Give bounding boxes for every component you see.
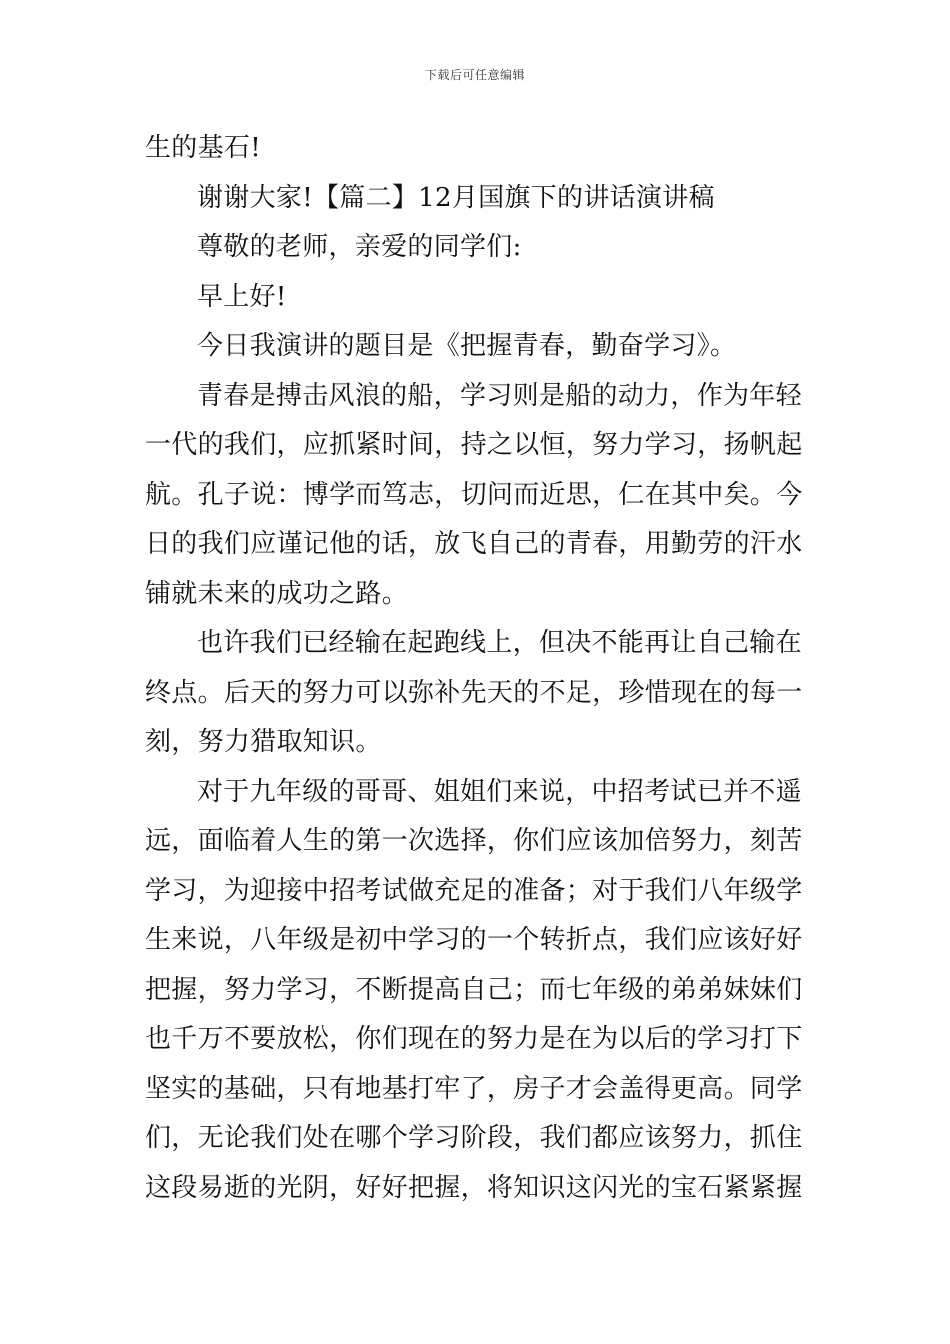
text-line: 日的我们应谨记他的话，放飞自己的青春，用勤劳的汗水 <box>145 529 803 559</box>
page-header: 下载后可任意编辑 <box>424 68 525 82</box>
text-line: 坚实的基础，只有地基打牢了，房子才会盖得更高。同学 <box>145 1073 803 1104</box>
text-line: 也许我们已经输在起跑线上，但决不能再让自己输在 <box>197 628 802 658</box>
text-line: 航。孔子说：博学而笃志，切问而近思，仁在其中矣。今 <box>145 479 803 510</box>
text-line: 们，无论我们处在哪个学习阶段，我们都应该努力，抓住 <box>145 1123 803 1153</box>
text-line: 终点。后天的努力可以弥补先天的不足，珍惜现在的每一 <box>145 677 803 708</box>
text-line: 学习，为迎接中招考试做充足的准备；对于我们八年级学 <box>145 875 803 906</box>
text-line: 把握，努力学习，不断提高自己；而七年级的弟弟妹妹们 <box>145 974 803 1005</box>
text-line: 青春是搏击风浪的船，学习则是船的动力，作为年轻 <box>197 380 802 411</box>
text-line: 生来说，八年级是初中学习的一个转折点，我们应该好好 <box>145 925 803 955</box>
document-body <box>145 124 810 1213</box>
text-line: 生的基石! <box>145 133 261 163</box>
text-line: 铺就未来的成功之路。 <box>145 578 409 609</box>
text-line: 对于九年级的哥哥、姐姐们来说，中招考试已并不遥 <box>197 776 802 807</box>
text-line: 尊敬的老师，亲爱的同学们: <box>197 232 522 262</box>
text-line: 谢谢大家!【篇二】12月国旗下的讲话演讲稿 <box>197 182 715 213</box>
text-line: 早上好! <box>197 281 287 312</box>
text-line: 刻，努力猎取知识。 <box>145 727 382 757</box>
text-line: 也千万不要放松，你们现在的努力是在为以后的学习打下 <box>145 1024 803 1054</box>
text-line: 这段易逝的光阴，好好把握，将知识这闪光的宝石紧紧握 <box>145 1172 803 1203</box>
text-line: 今日我演讲的题目是《把握青春，勤奋学习》。 <box>197 331 737 361</box>
text-line: 远，面临着人生的第一次选择，你们应该加倍努力，刻苦 <box>145 826 803 856</box>
text-line: 一代的我们，应抓紧时间，持之以恒，努力学习，扬帆起 <box>145 430 803 460</box>
